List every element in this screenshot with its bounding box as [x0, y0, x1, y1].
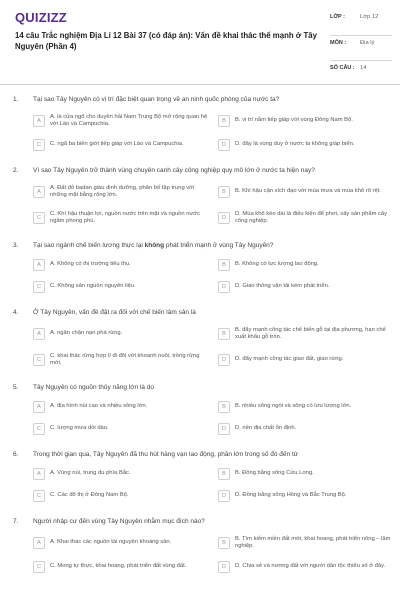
option-text: A. là cửa ngõ cho duyên hải Nam Trung Bộ mở rộng quan hệ với Lào và Campuchia. [50, 113, 208, 127]
option-c[interactable] [33, 487, 210, 505]
option-a[interactable] [33, 323, 210, 345]
question-text: Ở Tây Nguyên, vấn đề đặt ra đối với chế biến lâm sản là [33, 309, 196, 316]
question-number: 2. [13, 167, 19, 174]
option-text: B. đẩy mạnh công tác chế biến gỗ tại địa phương, hạn chế xuất khẩu gỗ tròn. [235, 326, 386, 340]
option-grid [33, 110, 390, 154]
option-d[interactable] [218, 136, 395, 154]
question-number: 5. [13, 384, 19, 391]
option-letter-badge: B [218, 401, 230, 413]
option-letter-badge: A [33, 468, 45, 480]
question-1 [0, 92, 400, 154]
option-letter-badge: D [218, 281, 230, 293]
meta-count-value: 14 [360, 65, 367, 71]
question-text: Trong thời gian qua, Tây Nguyên đã thu hút hàng vạn lao động, phần lớn trong số đó đến từ [33, 451, 299, 458]
question-text-emphasis: không [144, 242, 165, 249]
option-text: A. ngăn chặn nạn phá rừng. [50, 330, 123, 337]
question-list [0, 92, 400, 585]
option-grid [33, 465, 390, 505]
question-text [33, 238, 390, 253]
question-number: 1. [13, 96, 19, 103]
option-b[interactable] [218, 323, 395, 345]
meta-count-label: SỐ CÂU : [330, 65, 355, 71]
option-text: B. Đồng bằng sông Cửu Long. [235, 470, 314, 477]
option-d[interactable] [218, 558, 395, 576]
option-text: D. nền địa chất ổn định. [235, 425, 297, 432]
meta-subject-label: MÔN : [330, 40, 347, 46]
question-5 [0, 380, 400, 438]
question-4 [0, 305, 400, 371]
option-text: D. đây là vùng duy ở nước ta không giáp biển. [235, 141, 355, 148]
option-letter-badge: B [218, 328, 230, 340]
option-letter-badge: C [33, 281, 45, 293]
option-c[interactable] [33, 420, 210, 438]
option-d[interactable] [218, 420, 395, 438]
option-text: C. Không sản nguồn nguyên liệu. [50, 283, 136, 290]
option-grid [33, 398, 390, 438]
option-grid [33, 181, 390, 229]
option-letter-badge: C [33, 354, 45, 366]
option-a[interactable] [33, 465, 210, 483]
option-text: C. Khí hậu thuận lợi, nguồn nước trên mặt và nguồn nước ngầm phong phú. [50, 210, 201, 224]
option-text: D. đẩy mạnh công tác giao đất, giao rừng. [235, 356, 344, 363]
option-letter-badge: A [33, 401, 45, 413]
meta-grade-label: LỚP : [330, 14, 345, 20]
option-letter-badge: B [218, 115, 230, 127]
option-letter-badge: D [218, 139, 230, 151]
document-meta [330, 10, 392, 75]
option-b[interactable] [218, 398, 395, 416]
question-text: Tây Nguyên có nguồn thủy năng lớn là do [33, 384, 154, 391]
question-text: Người nhập cư đến vùng Tây Nguyên nhằm mục đích nào? [33, 518, 205, 525]
option-text: D. Đồng bằng sông Hồng và Bắc Trung Bộ. [235, 492, 347, 499]
option-letter-badge: A [33, 186, 45, 198]
option-text: D. Giao thông vận tải kém phát triển. [235, 283, 330, 290]
meta-subject-value: Địa lý [360, 40, 375, 46]
option-grid [33, 532, 390, 576]
document-title: 14 câu Trắc nghiệm Địa Lí 12 Bài 37 (có đáp án): Vấn đề khai thác thế mạnh ở Tây Nguyên (Phần 4) [15, 31, 317, 51]
option-text: A. Không có thị trường tiêu thụ. [50, 261, 131, 268]
meta-subject [330, 36, 392, 61]
option-letter-badge: D [218, 490, 230, 502]
option-grid [33, 323, 390, 371]
option-text: C. lượng mưa dồi dào. [50, 425, 109, 432]
option-text: C. Các đô thị ở Đông Nam Bộ. [50, 492, 129, 499]
question-text: Tại sao Tây Nguyên có vị trí đặc biệt quan trọng về an ninh quốc phòng của nước ta? [33, 96, 280, 103]
option-c[interactable] [33, 558, 210, 576]
option-grid [33, 256, 390, 296]
meta-count [330, 61, 392, 75]
option-text: D. Mùa khô kéo dài là điều kiện để phơi, sấy sản phẩm cây công nghiệp. [235, 210, 388, 224]
question-text-part: Tại sao ngành chế biến lương thực lại [33, 242, 145, 249]
option-a[interactable] [33, 110, 210, 132]
option-text: D. Chia sẻ và nương đất với người dân tộc thiểu số ở đây. [235, 563, 386, 570]
option-text: C. Mong tự thực, khai hoang, phát triển đất vùng đất. [50, 563, 187, 570]
option-a[interactable] [33, 532, 210, 554]
option-c[interactable] [33, 136, 210, 154]
header-divider [0, 84, 400, 85]
option-text: B. Không có lực lượng lao động. [235, 261, 319, 268]
option-c[interactable] [33, 349, 210, 371]
option-b[interactable] [218, 465, 395, 483]
option-b[interactable] [218, 532, 395, 554]
question-text: Vì sao Tây Nguyên trở thành vùng chuyên canh cây công nghiệp quy mô lớn ở nước ta hiện nay? [33, 167, 315, 174]
option-d[interactable] [218, 349, 395, 371]
option-letter-badge: A [33, 259, 45, 271]
question-3 [0, 238, 400, 296]
option-text: B. nhiều sông ngòi và sông có lưu lượng lớn. [235, 403, 352, 410]
option-a[interactable] [33, 398, 210, 416]
option-c[interactable] [33, 278, 210, 296]
option-text: B. Tìm kiếm miền đất mới, khai hoang, phát triển nông – lâm nghiệp. [235, 535, 391, 549]
option-text: B. vị trí nằm tiếp giáp với vùng Đông Nam Bộ. [235, 117, 353, 124]
option-text: B. Khí hậu cận xích đạo với mùa mưa và mùa khô rõ rệt. [235, 188, 381, 195]
option-letter-badge: D [218, 354, 230, 366]
meta-grade-value: Lớp 12 [360, 14, 379, 20]
option-letter-badge: B [218, 259, 230, 271]
option-letter-badge: D [218, 423, 230, 435]
option-a[interactable] [33, 181, 210, 203]
question-number: 4. [13, 309, 19, 316]
option-letter-badge: B [218, 186, 230, 198]
option-c[interactable] [33, 207, 210, 229]
option-text: A. Đất đỏ badan giàu dinh dưỡng, phân bố tập trung với những mặt bằng rộng lớn. [50, 184, 195, 198]
quizizz-logo: QUIZIZZ [15, 10, 67, 25]
question-6 [0, 447, 400, 505]
option-letter-badge: C [33, 423, 45, 435]
question-number: 6. [13, 451, 19, 458]
option-letter-badge: C [33, 561, 45, 573]
option-text: C. ngã ba biên giới tiếp giáp với Lào và Campuchia. [50, 141, 184, 148]
option-text: C. khai thác rừng hợp lí đi đôi với khoanh nuôi, trồng rừng mới. [50, 352, 200, 366]
option-b[interactable] [218, 181, 395, 203]
option-letter-badge: A [33, 328, 45, 340]
option-letter-badge: B [218, 537, 230, 549]
option-a[interactable] [33, 256, 210, 274]
question-number: 3. [13, 242, 19, 249]
option-letter-badge: B [218, 468, 230, 480]
meta-grade [330, 10, 392, 36]
option-text: A. địa hình núi cao và nhiều sông lớn. [50, 403, 148, 410]
option-letter-badge: C [33, 212, 45, 224]
option-letter-badge: D [218, 561, 230, 573]
option-b[interactable] [218, 256, 395, 274]
option-b[interactable] [218, 110, 395, 132]
option-text: A. Khai thác các nguồn tài nguyên khoáng sản. [50, 539, 172, 546]
option-d[interactable] [218, 207, 395, 229]
option-d[interactable] [218, 278, 395, 296]
option-letter-badge: A [33, 115, 45, 127]
option-letter-badge: D [218, 212, 230, 224]
option-d[interactable] [218, 487, 395, 505]
question-2 [0, 163, 400, 229]
option-text: A. Vùng núi, trung du phía Bắc. [50, 470, 131, 477]
question-7 [0, 514, 400, 576]
option-letter-badge: A [33, 537, 45, 549]
question-text-part: phát triển mạnh ở vùng Tây Nguyên? [164, 242, 274, 249]
option-letter-badge: C [33, 139, 45, 151]
option-letter-badge: C [33, 490, 45, 502]
question-number: 7. [13, 518, 19, 525]
